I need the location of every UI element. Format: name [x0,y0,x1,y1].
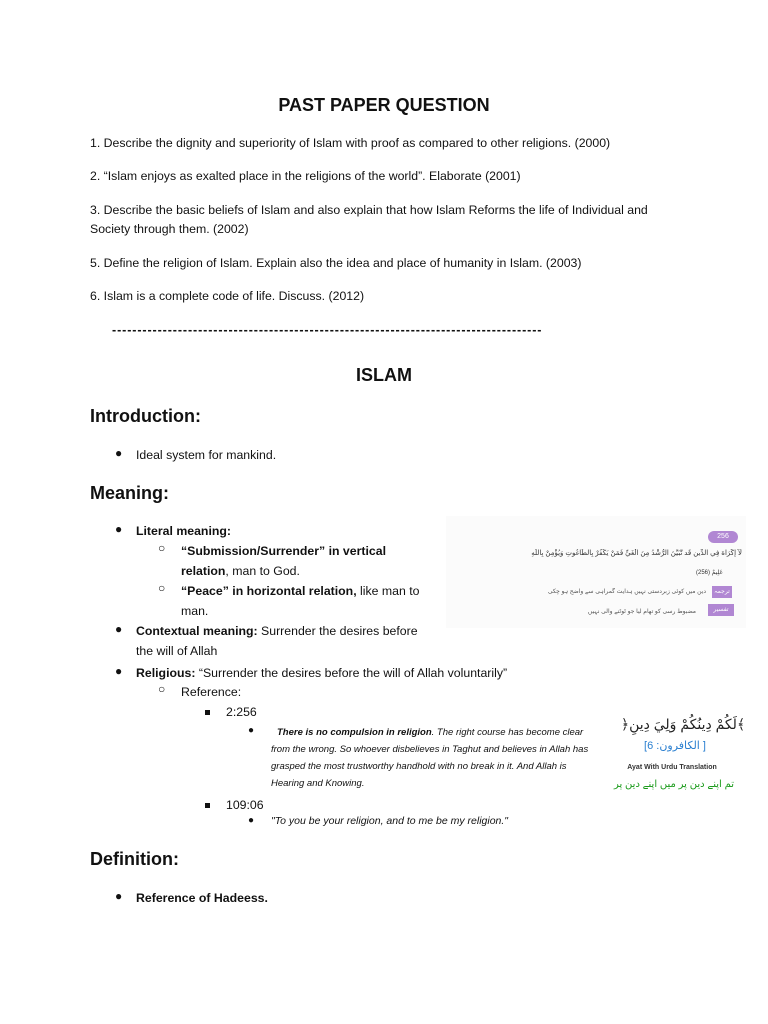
reference-label: Reference: [181,685,242,699]
square-bullet-icon [205,803,210,808]
circle-bullet-icon: ○ [158,541,166,555]
bullet-icon: ● [115,522,123,536]
religious-meaning [136,663,507,683]
urdu-tafseer-text: مضبوط رسی کو تھام لیا جو ٹوٹنے والی نہیں [587,609,696,615]
page-title: PAST PAPER QUESTION [278,95,490,115]
question-6: 6. Islam is a complete code of life. Discuss. (2012) [90,289,365,303]
ayat-surah-ref: [ الکافرون: 6] [644,740,706,752]
meaning-heading: Meaning: [90,483,169,503]
literal-sub-2-rest: like man to man. [181,584,420,618]
ayat-caption: Ayat With Urdu Translation [627,764,717,771]
question-1: 1. Describe the dignity and superiority of Islam with proof as compared to other religions. (2000) [90,136,611,150]
ayat-image [590,712,750,798]
question-2: 2. “Islam enjoys as exalted place in the religions of the world”. Elaborate (2001) [90,169,521,183]
question-5: 5. Define the religion of Islam. Explain also the idea and place of humanity in Islam. (2003) [90,256,582,270]
bullet-icon: ● [248,725,255,736]
reference-109-06: 109:06 [226,798,264,812]
ayat-urdu-translation: تم اپنے دین پر میں اپنے دین پر [613,779,735,790]
bullet-icon: ● [115,622,123,636]
reference-2-256: 2:256 [226,705,257,719]
contextual-label: Contextual meaning: [136,624,258,638]
bullet-icon: ● [115,664,123,678]
square-bullet-icon [205,710,210,715]
quran-verse-image [446,516,746,628]
definition-text: Reference of Hadeess. [136,891,268,905]
religious-text: “Surrender the desires before the will of Allah voluntarily” [195,666,508,680]
contextual-meaning [136,621,428,661]
ayat-arabic: ﴿لَكُمْ دِينُكُمْ وَلِيَ دِينِ﴾ [620,716,746,732]
verse-number-badge: 256 [708,531,738,543]
literal-meaning-label: Literal meaning: [136,524,231,538]
reference-109-06-text: "To you be your religion, and to me be my religion." [271,815,509,827]
literal-sub-2-bold: “Peace” in horizontal relation, [181,584,357,598]
bullet-icon: ● [115,889,123,903]
definition-heading: Definition: [90,849,179,869]
section-title: ISLAM [356,365,412,385]
arabic-verse-end: عَلِيمٌ (256) [696,570,724,576]
tafseer-tag: تفسیر [708,604,734,616]
urdu-translation-text: دین میں کوئی زبردستی نہیں ہدایت گمراہی سے واضح ہو چکی [547,589,706,595]
compulsion-phrase: There is no compulsion in religion [277,727,432,738]
literal-sub-1 [181,541,421,581]
literal-sub-1-rest: , man to God. [225,564,300,578]
verse-text: . The right course has become clear from the wrong. So whoever disbelieves in Taghut and believes in Allah has grasped the most trustworthy handhold with no break in it. And Allah is Hearing and Knowing. [271,727,589,789]
arabic-verse-text: لَآ إِكْرَاهَ فِي الدِّينِ قَد تَّبَيَّنَ الرُّشْدُ مِنَ الْغَيِّ فَمَنْ يَكْفُرْ بِالطَّاغُوتِ وَيُؤْمِنْ بِاللَّهِ [531,550,742,557]
introduction-heading: Introduction: [90,406,201,426]
question-3: 3. Describe the basic beliefs of Islam and also explain that how Islam Reforms the life of Individual and Society through them. (2002) [90,203,648,236]
religious-label: Religious: [136,666,196,680]
literal-sub-1-bold: “Submission/Surrender” in vertical relation [181,544,387,578]
separator-line: ------------------------------------------------------------------------------------- [112,323,543,337]
circle-bullet-icon: ○ [158,581,166,595]
contextual-text: Surrender the desires before the will of Allah [136,624,418,658]
introduction-text: Ideal system for mankind. [136,448,277,462]
circle-bullet-icon: ○ [158,682,166,696]
bullet-icon: ● [115,446,123,460]
reference-2-256-text [271,724,589,792]
translation-tag: ترجمہ [712,586,732,598]
bullet-icon: ● [248,815,255,826]
literal-sub-2 [181,581,426,621]
